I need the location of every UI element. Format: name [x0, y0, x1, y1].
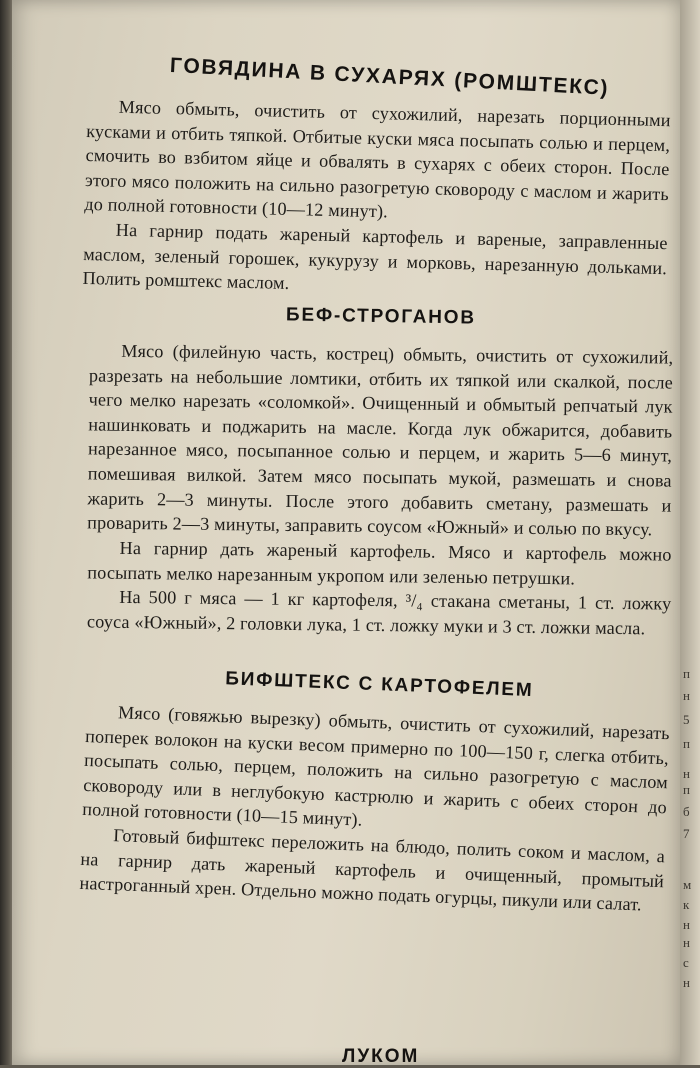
adjacent-page-letter: н [683, 917, 690, 932]
adjacent-page-letter: к [683, 897, 690, 912]
adjacent-page-letter: б [683, 804, 690, 819]
recipe-bifshteks-paragraph-1: Мясо (говяжью вырезку) обмыть, очистить от сухожилий, нарезать поперек волокон на куски весом примерно по 100—150 г, слегка отбить, посыпать солью, перцем, положить на сильно разогретую с маслом сковороду или в неглубокую кастрюлю и жарить с обеих сторон до полной готовности (10—15 минут). [81, 702, 671, 830]
adjacent-page-letter: н [683, 688, 690, 703]
recipe-stroganov-ingredients: На 500 г мяса — 1 кг картофеля, ³/₄ стакана сметаны, 1 ст. ложку соуса «Южный», 2 головки лука, 1 ст. ложку муки и 3 ст. ложки масла. [86, 586, 672, 638]
recipe-beef-stroganov [87, 304, 673, 639]
adjacent-page-edge [680, 0, 700, 1065]
adjacent-page-letter: 7 [683, 826, 690, 841]
book-page [12, 0, 680, 1065]
adjacent-page-letter: п [683, 736, 690, 751]
adjacent-page-letter: 5 [683, 712, 690, 727]
adjacent-page-letter: п [683, 666, 690, 681]
recipe-romsteks [82, 53, 672, 305]
page-content [79, 44, 674, 915]
recipe-bifshteks-paragraph-2: Готовый бифштекс переложить на блюдо, полить соком и маслом, а на гарнир дать жареный картофель и очищенный, промытый настроганный хрен. Отдельно можно подать огурцы, пикули или салат. [79, 824, 666, 915]
adjacent-page-letter: н [683, 935, 690, 950]
adjacent-page-letter: н [683, 766, 690, 781]
recipe-stroganov-paragraph-1: Мясо (филейную часть, кострец) обмыть, очистить от сухожилий, разрезать на небольшие ломтики, отбить их тяпкой или скалкой, после чего мелко нарезать «соломкой». Очищенный и обмытый репчатый лук нашинковать и поджарить на масле. Когда лук обжарится, добавить нарезанное мясо, посыпанное солью и перцем, и жарить 5—6 минут, помешивая вилкой. Затем мясо посыпать мукой, размешать и снова жарить 2—3 минуты. После этого добавить сметану, размешать и проварить 2—3 минуты, заправить соусом «Южный» и солью по вкусу. [87, 340, 674, 540]
adjacent-page-letter: п [683, 782, 690, 797]
recipe-romsteks-paragraph-1: Мясо обмыть, очистить от сухожилий, нарезать порционными кусками и отбить тяпкой. Отбитые куски мяса посыпать солью и перцем, смочить во взбитом яйце и обвалять в сухарях с обеих сторон. После этого мясо положить на сильно разогретую сковороду с маслом и жарить до полной готовности (10—12 минут). [84, 96, 671, 222]
recipe-bifshteks [79, 663, 672, 918]
recipe-title-bifshteks: БИФШТЕКС С КАРТОФЕЛЕМ [224, 668, 534, 701]
adjacent-page-letter: м [683, 877, 692, 892]
recipe-title-beef-stroganov: БЕФ-СТРОГАНОВ [285, 304, 477, 329]
next-recipe-heading-fragment: ЛУКОМ [342, 1046, 420, 1067]
recipe-stroganov-paragraph-2: На гарнир дать жареный картофель. Мясо и картофель можно посыпать мелко нарезанным укропом или зеленью петрушки. [87, 537, 672, 588]
recipe-title-romsteks: ГОВЯДИНА В СУХАРЯХ (РОМШТЕКС) [169, 53, 610, 100]
recipe-romsteks-paragraph-2: На гарнир подать жареный картофель и вареные, заправленные маслом, зеленый горошек, кукурузу и морковь, нарезанную дольками. Полить ромштекс маслом. [82, 219, 668, 294]
adjacent-page-letter: н [683, 975, 690, 990]
adjacent-page-letter: с [683, 955, 689, 970]
